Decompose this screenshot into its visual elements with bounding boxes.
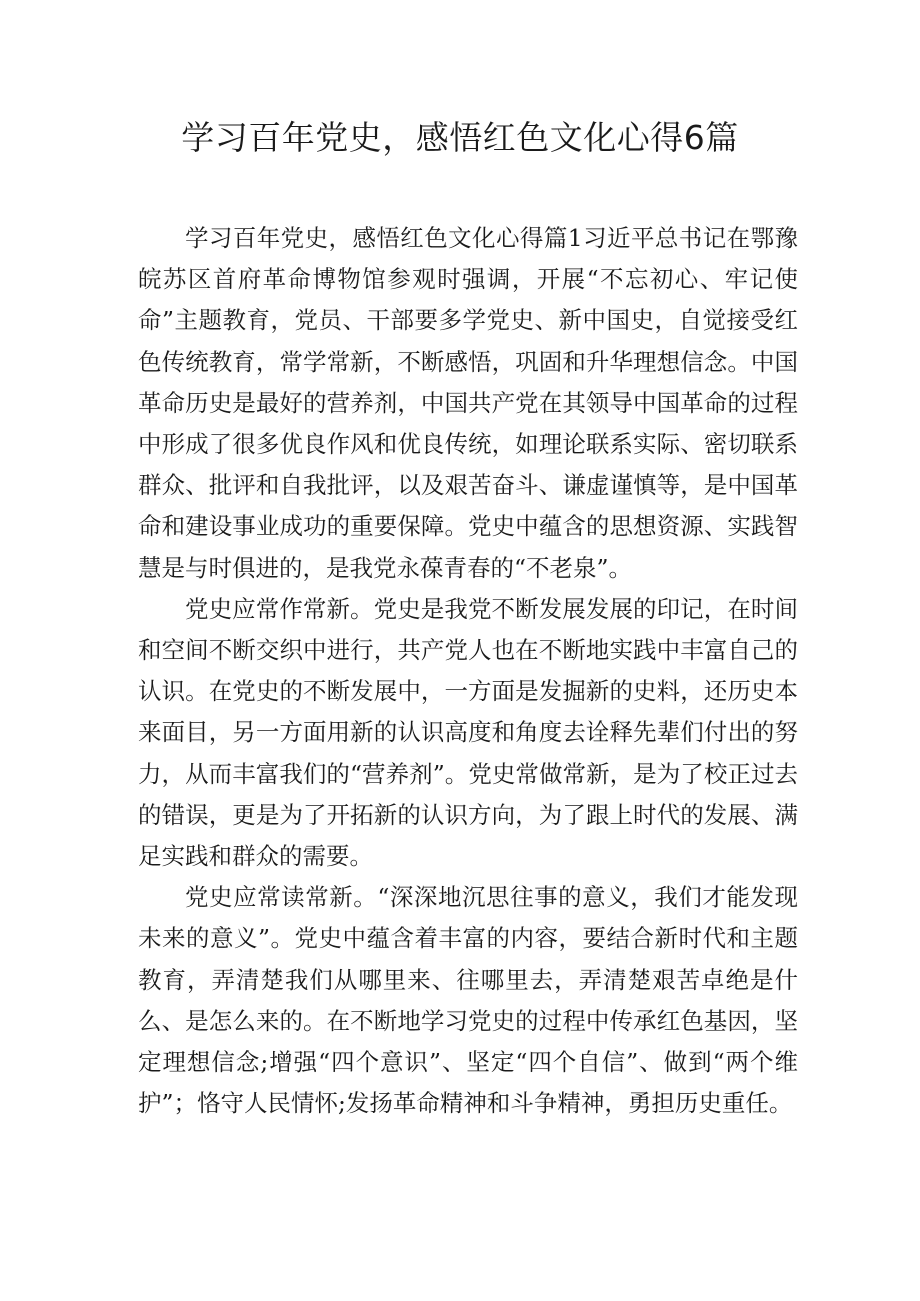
- paragraph-3: 党史应常读常新。“深深地沉思往事的意义，我们才能发现未来的意义”。党史中蕴含着丰富的内容，要结合新时代和主题教育，弄清楚我们从哪里来、往哪里去，弄清楚艰苦卓绝是什么、是怎么来的。在不断地学习党史的过程中传承红色基因，坚定理想信念;增强“四个意识”、坚定“四个自信”、做到“两个维护”；恪守人民情怀;发扬革命精神和斗争精神，勇担历史重任。: [138, 883, 798, 1118]
- document-title: 学习百年党史，感悟红色文化心得6篇: [181, 118, 739, 157]
- paragraph-1: 学习百年党史，感悟红色文化心得篇1习近平总书记在鄂豫皖苏区首府革命博物馆参观时强调，开展“不忘初心、牢记使命”主题教育，党员、干部要多学党史、新中国史，自觉接受红色传统教育，常学常新，不断感悟，巩固和升华理想信念。中国革命历史是最好的营养剂，中国共产党在其领导中国革命的过程中形成了很多优良作风和优良传统，如理论联系实际、密切联系群众、批评和自我批评，以及艰苦奋斗、谦虚谨慎等，是中国革命和建设事业成功的重要保障。党史中蕴含的思想资源、实践智慧是与时俱进的，是我党永葆青春的“不老泉”。: [138, 224, 798, 582]
- paragraph-2: 党史应常作常新。党史是我党不断发展发展的印记，在时间和空间不断交织中进行，共产党人也在不断地实践中丰富自己的认识。在党史的不断发展中，一方面是发掘新的史料，还历史本来面目，另一方面用新的认识高度和角度去诠释先辈们付出的努力，从而丰富我们的“营养剂”。党史常做常新，是为了校正过去的错误，更是为了开拓新的认识方向，为了跟上时代的发展、满足实践和群众的需要。: [138, 594, 798, 871]
- document-body: [138, 218, 798, 1124]
